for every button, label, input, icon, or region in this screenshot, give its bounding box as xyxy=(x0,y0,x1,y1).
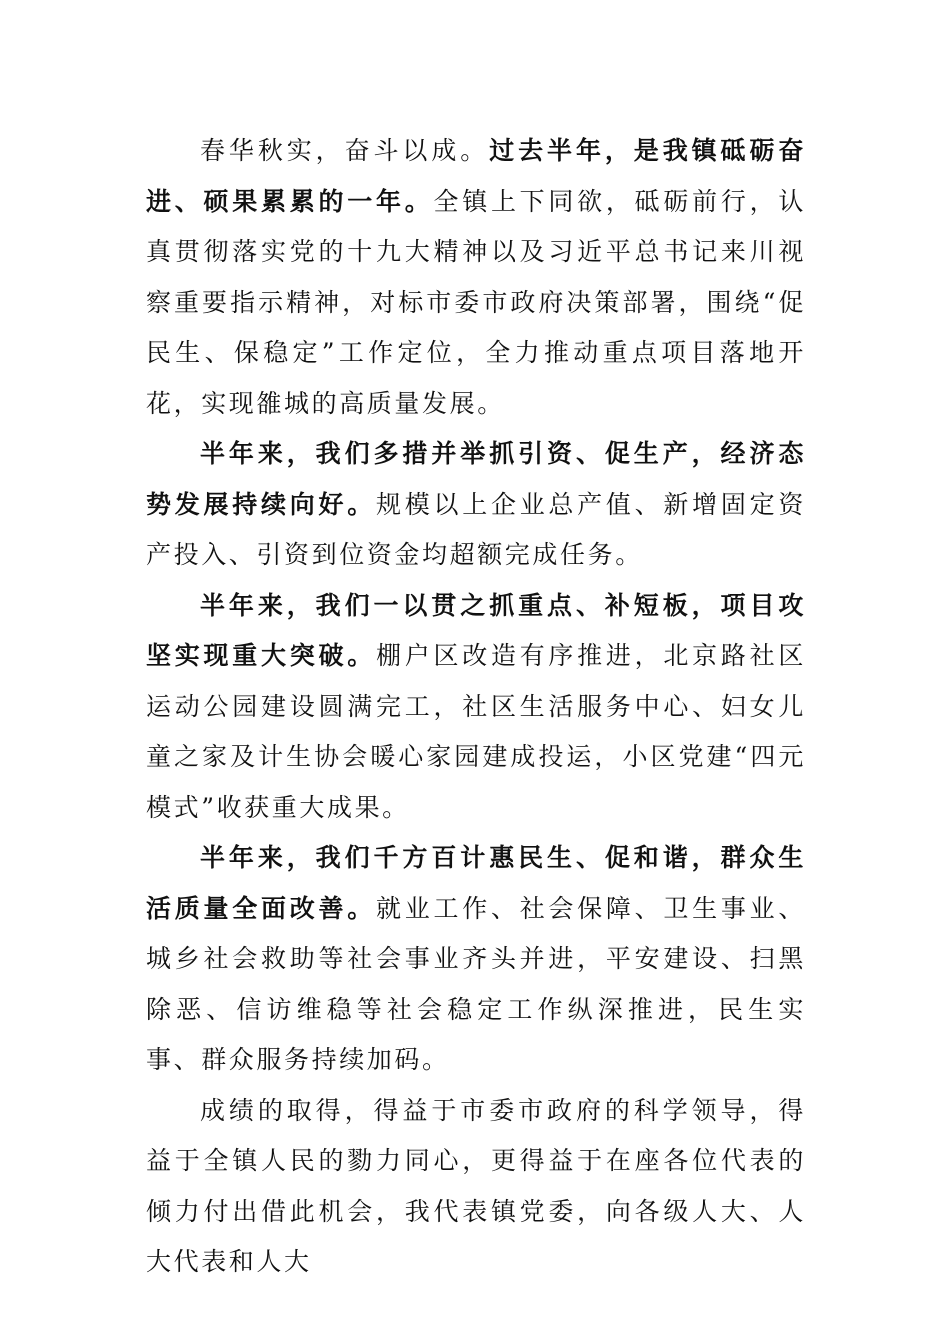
paragraph-2-body: 规模以上企业总产值、新增固定资产投入、引资到位资金均超额完成任务。 xyxy=(146,489,806,569)
paragraph-1-lead: 春华秋实，奋斗以成。 xyxy=(200,136,490,165)
document-body xyxy=(146,126,806,1288)
paragraph-4 xyxy=(146,833,806,1086)
paragraph-1 xyxy=(146,126,806,429)
paragraph-3-body: 棚户区改造有序推进，北京路社区运动公园建设圆满完工，社区生活服务中心、妇女儿童之家及计生协会暖心家园建成投运，小区党建“四元模式”收获重大成果。 xyxy=(146,641,806,822)
paragraph-1-body: 全镇上下同欲，砥砺前行，认真贯彻落实党的十九大精神以及习近平总书记来川视察重要指示精神，对标市委市政府决策部署，围绕“促民生、保稳定”工作定位，全力推动重点项目落地开花，实现雒城的高质量发展。 xyxy=(146,186,806,418)
paragraph-4-emphasis: 半年来，我们千方百计惠民生、促和谐，群众生活质量全面改善。 xyxy=(146,843,806,923)
paragraph-5 xyxy=(146,1086,806,1288)
paragraph-2-emphasis: 半年来，我们多措并举抓引资、促生产，经济态势发展持续向好。 xyxy=(146,439,806,519)
paragraph-3 xyxy=(146,581,806,834)
paragraph-3-emphasis: 半年来，我们一以贯之抓重点、补短板，项目攻坚实现重大突破。 xyxy=(146,590,806,670)
paragraph-1-emphasis: 过去半年，是我镇砥砺奋进、硕果累累的一年。 xyxy=(146,136,806,216)
paragraph-2 xyxy=(146,429,806,581)
paragraph-5-body: 成绩的取得，得益于市委市政府的科学领导，得益于全镇人民的勠力同心，更得益于在座各位代表的倾力付出借此机会，我代表镇党委，向各级人大、人大代表和人大 xyxy=(146,1095,806,1276)
paragraph-4-body: 就业工作、社会保障、卫生事业、城乡社会救助等社会事业齐头并进，平安建设、扫黑除恶、信访维稳等社会稳定工作纵深推进，民生实事、群众服务持续加码。 xyxy=(146,893,806,1074)
